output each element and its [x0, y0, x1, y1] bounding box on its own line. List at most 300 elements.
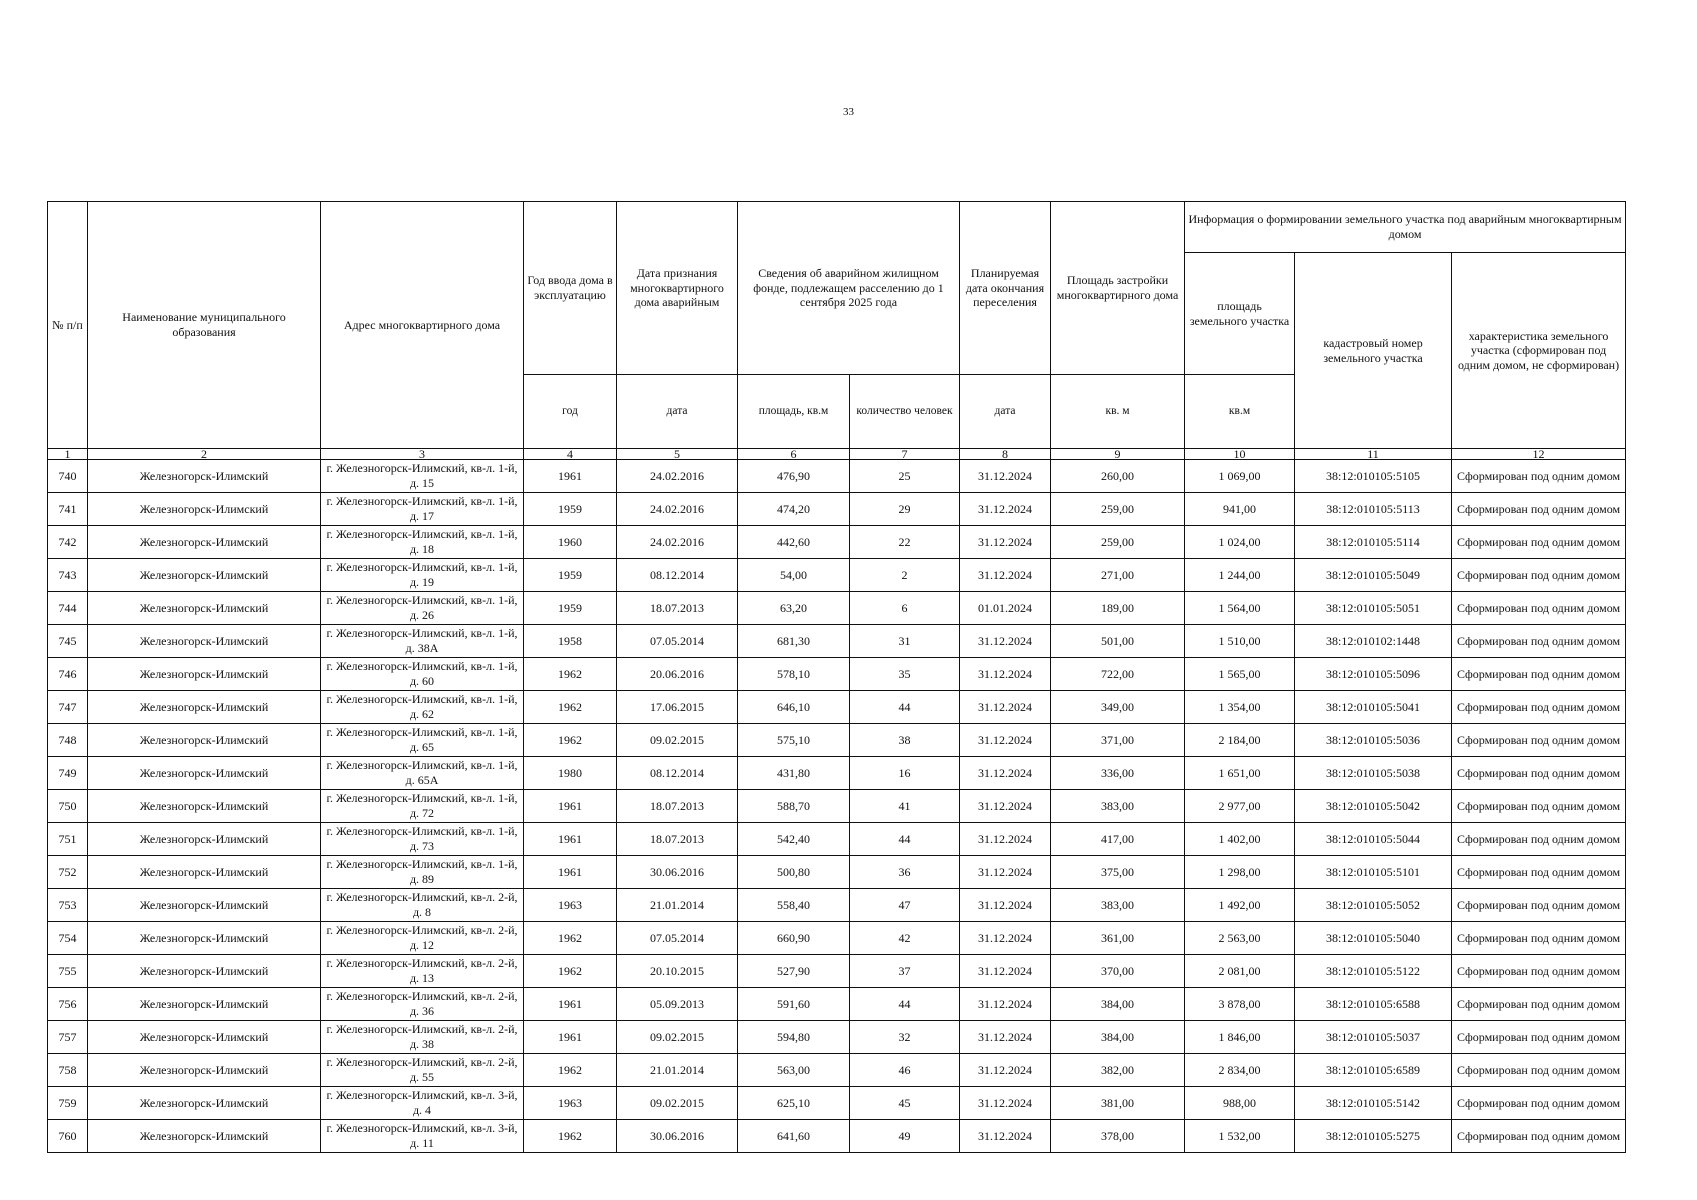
cell-row-number: 750 [48, 790, 88, 823]
cell-municipality: Железногорск-Илимский [88, 658, 321, 691]
cell-people: 2 [850, 559, 960, 592]
table-row [48, 889, 1626, 922]
cell-planned-date: 31.12.2024 [960, 922, 1051, 955]
cell-land-characteristic: Сформирован под одним домом [1452, 988, 1626, 1021]
table-row [48, 1120, 1626, 1153]
cell-land-area: 2 184,00 [1185, 724, 1295, 757]
cell-row-number: 751 [48, 823, 88, 856]
cell-municipality: Железногорск-Илимский [88, 790, 321, 823]
cell-address: г. Железногорск-Илимский, кв-л. 1-й, д. 60 [321, 658, 524, 691]
cell-land-area: 988,00 [1185, 1087, 1295, 1120]
cell-people: 38 [850, 724, 960, 757]
cell-built-area: 371,00 [1051, 724, 1185, 757]
cell-land-area: 1 510,00 [1185, 625, 1295, 658]
cell-cadastral-number: 38:12:010105:5142 [1295, 1087, 1452, 1120]
table-row [48, 724, 1626, 757]
cell-date-recognized: 20.10.2015 [617, 955, 738, 988]
table-row [48, 559, 1626, 592]
cell-area: 646,10 [738, 691, 850, 724]
cell-address: г. Железногорск-Илимский, кв-л. 1-й, д. 18 [321, 526, 524, 559]
cell-date-recognized: 09.02.2015 [617, 1021, 738, 1054]
cell-date-recognized: 30.06.2016 [617, 856, 738, 889]
column-number: 3 [321, 449, 524, 460]
cell-land-area: 3 878,00 [1185, 988, 1295, 1021]
cell-built-area: 260,00 [1051, 460, 1185, 493]
cell-year: 1959 [524, 493, 617, 526]
cell-date-recognized: 30.06.2016 [617, 1120, 738, 1153]
cell-land-characteristic: Сформирован под одним домом [1452, 526, 1626, 559]
cell-date-recognized: 24.02.2016 [617, 526, 738, 559]
table-body [48, 460, 1626, 1153]
cell-people: 46 [850, 1054, 960, 1087]
unit-built-area: кв. м [1051, 375, 1185, 449]
cell-year: 1962 [524, 955, 617, 988]
table-row [48, 526, 1626, 559]
cell-land-characteristic: Сформирован под одним домом [1452, 1021, 1626, 1054]
cell-built-area: 383,00 [1051, 889, 1185, 922]
cell-cadastral-number: 38:12:010105:5038 [1295, 757, 1452, 790]
cell-municipality: Железногорск-Илимский [88, 559, 321, 592]
cell-cadastral-number: 38:12:010105:5122 [1295, 955, 1452, 988]
cell-date-recognized: 24.02.2016 [617, 460, 738, 493]
cell-planned-date: 31.12.2024 [960, 1120, 1051, 1153]
cell-address: г. Железногорск-Илимский, кв-л. 3-й, д. 11 [321, 1120, 524, 1153]
table-row [48, 625, 1626, 658]
cell-address: г. Железногорск-Илимский, кв-л. 1-й, д. 89 [321, 856, 524, 889]
cell-land-characteristic: Сформирован под одним домом [1452, 1087, 1626, 1120]
header-land-char: характеристика земельного участка (сформирован под одним домом, не сформирован) [1452, 253, 1626, 449]
cell-municipality: Железногорск-Илимский [88, 592, 321, 625]
table-header [48, 202, 1626, 460]
cell-area: 63,20 [738, 592, 850, 625]
cell-people: 32 [850, 1021, 960, 1054]
cell-people: 42 [850, 922, 960, 955]
cell-built-area: 271,00 [1051, 559, 1185, 592]
cell-year: 1961 [524, 856, 617, 889]
cell-year: 1962 [524, 922, 617, 955]
cell-area: 641,60 [738, 1120, 850, 1153]
cell-area: 625,10 [738, 1087, 850, 1120]
cell-municipality: Железногорск-Илимский [88, 1087, 321, 1120]
column-number: 7 [850, 449, 960, 460]
cell-address: г. Железногорск-Илимский, кв-л. 2-й, д. 36 [321, 988, 524, 1021]
cell-year: 1961 [524, 988, 617, 1021]
cell-address: г. Железногорск-Илимский, кв-л. 2-й, д. 55 [321, 1054, 524, 1087]
cell-land-area: 1 298,00 [1185, 856, 1295, 889]
cell-municipality: Железногорск-Илимский [88, 856, 321, 889]
cell-year: 1962 [524, 1054, 617, 1087]
cell-built-area: 382,00 [1051, 1054, 1185, 1087]
cell-planned-date: 31.12.2024 [960, 691, 1051, 724]
cell-built-area: 375,00 [1051, 856, 1185, 889]
cell-date-recognized: 17.06.2015 [617, 691, 738, 724]
cell-land-characteristic: Сформирован под одним домом [1452, 592, 1626, 625]
cell-year: 1962 [524, 724, 617, 757]
header-planned-date: Планируемая дата окончания переселения [960, 202, 1051, 375]
cell-row-number: 748 [48, 724, 88, 757]
cell-area: 500,80 [738, 856, 850, 889]
cell-municipality: Железногорск-Илимский [88, 493, 321, 526]
cell-address: г. Железногорск-Илимский, кв-л. 1-й, д. 26 [321, 592, 524, 625]
cell-land-characteristic: Сформирован под одним домом [1452, 922, 1626, 955]
cell-row-number: 743 [48, 559, 88, 592]
cell-people: 35 [850, 658, 960, 691]
cell-date-recognized: 18.07.2013 [617, 790, 738, 823]
cell-planned-date: 31.12.2024 [960, 790, 1051, 823]
column-number: 4 [524, 449, 617, 460]
cell-municipality: Железногорск-Илимский [88, 757, 321, 790]
cell-area: 681,30 [738, 625, 850, 658]
cell-row-number: 759 [48, 1087, 88, 1120]
cell-year: 1980 [524, 757, 617, 790]
table-row [48, 823, 1626, 856]
cell-row-number: 756 [48, 988, 88, 1021]
cell-date-recognized: 21.01.2014 [617, 889, 738, 922]
cell-area: 476,90 [738, 460, 850, 493]
cell-land-area: 1 402,00 [1185, 823, 1295, 856]
cell-row-number: 757 [48, 1021, 88, 1054]
unit-people: количество человек [850, 375, 960, 449]
cell-land-area: 1 354,00 [1185, 691, 1295, 724]
cell-row-number: 753 [48, 889, 88, 922]
cell-planned-date: 31.12.2024 [960, 856, 1051, 889]
cell-date-recognized: 09.02.2015 [617, 724, 738, 757]
cell-planned-date: 31.12.2024 [960, 724, 1051, 757]
cell-land-area: 2 081,00 [1185, 955, 1295, 988]
column-number: 8 [960, 449, 1051, 460]
cell-people: 36 [850, 856, 960, 889]
cell-row-number: 745 [48, 625, 88, 658]
cell-municipality: Железногорск-Илимский [88, 955, 321, 988]
column-number: 1 [48, 449, 88, 460]
cell-cadastral-number: 38:12:010105:6588 [1295, 988, 1452, 1021]
table-row [48, 691, 1626, 724]
cell-built-area: 378,00 [1051, 1120, 1185, 1153]
cell-cadastral-number: 38:12:010105:5113 [1295, 493, 1452, 526]
column-number: 6 [738, 449, 850, 460]
cell-date-recognized: 07.05.2014 [617, 922, 738, 955]
cell-area: 588,70 [738, 790, 850, 823]
cell-area: 474,20 [738, 493, 850, 526]
cell-address: г. Железногорск-Илимский, кв-л. 1-й, д. 65А [321, 757, 524, 790]
table-row [48, 955, 1626, 988]
cell-year: 1962 [524, 1120, 617, 1153]
cell-area: 575,10 [738, 724, 850, 757]
cell-address: г. Железногорск-Илимский, кв-л. 1-й, д. 73 [321, 823, 524, 856]
cell-people: 49 [850, 1120, 960, 1153]
cell-municipality: Железногорск-Илимский [88, 460, 321, 493]
cell-address: г. Железногорск-Илимский, кв-л. 2-й, д. 38 [321, 1021, 524, 1054]
cell-date-recognized: 05.09.2013 [617, 988, 738, 1021]
cell-land-area: 2 834,00 [1185, 1054, 1295, 1087]
cell-land-characteristic: Сформирован под одним домом [1452, 1120, 1626, 1153]
cell-land-area: 1 651,00 [1185, 757, 1295, 790]
cell-date-recognized: 07.05.2014 [617, 625, 738, 658]
cell-municipality: Железногорск-Илимский [88, 724, 321, 757]
cell-cadastral-number: 38:12:010105:5275 [1295, 1120, 1452, 1153]
header-built-area: Площадь застройки многоквартирного дома [1051, 202, 1185, 375]
cell-municipality: Железногорск-Илимский [88, 526, 321, 559]
cell-built-area: 384,00 [1051, 988, 1185, 1021]
cell-planned-date: 31.12.2024 [960, 559, 1051, 592]
cell-land-area: 1 024,00 [1185, 526, 1295, 559]
cell-year: 1961 [524, 790, 617, 823]
header-date-recognized: Дата признания многоквартирного дома аварийным [617, 202, 738, 375]
cell-address: г. Железногорск-Илимский, кв-л. 1-й, д. 17 [321, 493, 524, 526]
cell-address: г. Железногорск-Илимский, кв-л. 1-й, д. 62 [321, 691, 524, 724]
cell-year: 1963 [524, 889, 617, 922]
cell-built-area: 417,00 [1051, 823, 1185, 856]
cell-people: 6 [850, 592, 960, 625]
column-number: 12 [1452, 449, 1626, 460]
unit-planned-date: дата [960, 375, 1051, 449]
emergency-housing-table [47, 201, 1626, 1153]
cell-planned-date: 31.12.2024 [960, 460, 1051, 493]
column-number: 10 [1185, 449, 1295, 460]
cell-area: 594,80 [738, 1021, 850, 1054]
cell-municipality: Железногорск-Илимский [88, 1120, 321, 1153]
cell-municipality: Железногорск-Илимский [88, 988, 321, 1021]
cell-municipality: Железногорск-Илимский [88, 1021, 321, 1054]
cell-land-area: 1 846,00 [1185, 1021, 1295, 1054]
cell-area: 542,40 [738, 823, 850, 856]
cell-cadastral-number: 38:12:010105:5037 [1295, 1021, 1452, 1054]
cell-address: г. Железногорск-Илимский, кв-л. 1-й, д. 15 [321, 460, 524, 493]
cell-row-number: 746 [48, 658, 88, 691]
page-number: 33 [843, 106, 854, 118]
cell-planned-date: 31.12.2024 [960, 1087, 1051, 1120]
cell-area: 578,10 [738, 658, 850, 691]
cell-municipality: Железногорск-Илимский [88, 922, 321, 955]
cell-area: 563,00 [738, 1054, 850, 1087]
cell-land-area: 1 492,00 [1185, 889, 1295, 922]
cell-built-area: 384,00 [1051, 1021, 1185, 1054]
cell-people: 22 [850, 526, 960, 559]
cell-built-area: 722,00 [1051, 658, 1185, 691]
cell-date-recognized: 08.12.2014 [617, 757, 738, 790]
cell-land-characteristic: Сформирован под одним домом [1452, 460, 1626, 493]
cell-built-area: 383,00 [1051, 790, 1185, 823]
cell-land-characteristic: Сформирован под одним домом [1452, 889, 1626, 922]
cell-people: 41 [850, 790, 960, 823]
header-land-area: площадь земельного участка [1185, 253, 1295, 375]
header-cadastral: кадастровый номер земельного участка [1295, 253, 1452, 449]
cell-address: г. Железногорск-Илимский, кв-л. 3-й, д. 4 [321, 1087, 524, 1120]
cell-year: 1960 [524, 526, 617, 559]
cell-cadastral-number: 38:12:010105:5041 [1295, 691, 1452, 724]
table-row [48, 1087, 1626, 1120]
cell-built-area: 336,00 [1051, 757, 1185, 790]
cell-land-characteristic: Сформирован под одним домом [1452, 724, 1626, 757]
cell-date-recognized: 18.07.2013 [617, 823, 738, 856]
cell-people: 44 [850, 691, 960, 724]
cell-land-characteristic: Сформирован под одним домом [1452, 691, 1626, 724]
table-row [48, 790, 1626, 823]
cell-land-characteristic: Сформирован под одним домом [1452, 856, 1626, 889]
header-year: Год ввода дома в эксплуатацию [524, 202, 617, 375]
cell-year: 1961 [524, 460, 617, 493]
column-number: 9 [1051, 449, 1185, 460]
column-number: 11 [1295, 449, 1452, 460]
cell-planned-date: 31.12.2024 [960, 955, 1051, 988]
cell-row-number: 741 [48, 493, 88, 526]
cell-land-area: 1 069,00 [1185, 460, 1295, 493]
cell-row-number: 744 [48, 592, 88, 625]
column-number-row [48, 449, 1626, 460]
cell-area: 431,80 [738, 757, 850, 790]
cell-year: 1961 [524, 823, 617, 856]
cell-year: 1963 [524, 1087, 617, 1120]
cell-land-characteristic: Сформирован под одним домом [1452, 493, 1626, 526]
cell-area: 660,90 [738, 922, 850, 955]
table-row [48, 460, 1626, 493]
cell-row-number: 749 [48, 757, 88, 790]
cell-land-characteristic: Сформирован под одним домом [1452, 757, 1626, 790]
cell-municipality: Железногорск-Илимский [88, 1054, 321, 1087]
cell-area: 591,60 [738, 988, 850, 1021]
cell-built-area: 370,00 [1051, 955, 1185, 988]
cell-cadastral-number: 38:12:010105:5036 [1295, 724, 1452, 757]
cell-year: 1962 [524, 691, 617, 724]
cell-cadastral-number: 38:12:010105:5042 [1295, 790, 1452, 823]
cell-built-area: 259,00 [1051, 493, 1185, 526]
cell-built-area: 501,00 [1051, 625, 1185, 658]
unit-year: год [524, 375, 617, 449]
cell-planned-date: 31.12.2024 [960, 658, 1051, 691]
cell-cadastral-number: 38:12:010105:5052 [1295, 889, 1452, 922]
cell-people: 29 [850, 493, 960, 526]
cell-planned-date: 31.12.2024 [960, 625, 1051, 658]
cell-municipality: Железногорск-Илимский [88, 625, 321, 658]
cell-row-number: 740 [48, 460, 88, 493]
cell-year: 1962 [524, 658, 617, 691]
cell-land-characteristic: Сформирован под одним домом [1452, 790, 1626, 823]
cell-planned-date: 31.12.2024 [960, 823, 1051, 856]
cell-row-number: 755 [48, 955, 88, 988]
header-land-group: Информация о формировании земельного участка под аварийным многоквартирным домом [1185, 202, 1626, 253]
cell-date-recognized: 18.07.2013 [617, 592, 738, 625]
column-number: 5 [617, 449, 738, 460]
cell-built-area: 361,00 [1051, 922, 1185, 955]
cell-date-recognized: 08.12.2014 [617, 559, 738, 592]
cell-land-characteristic: Сформирован под одним домом [1452, 955, 1626, 988]
cell-cadastral-number: 38:12:010105:5101 [1295, 856, 1452, 889]
cell-date-recognized: 21.01.2014 [617, 1054, 738, 1087]
table-row [48, 658, 1626, 691]
cell-people: 44 [850, 823, 960, 856]
cell-row-number: 760 [48, 1120, 88, 1153]
cell-built-area: 349,00 [1051, 691, 1185, 724]
cell-row-number: 742 [48, 526, 88, 559]
cell-year: 1958 [524, 625, 617, 658]
cell-land-area: 2 977,00 [1185, 790, 1295, 823]
cell-cadastral-number: 38:12:010105:5051 [1295, 592, 1452, 625]
cell-municipality: Железногорск-Илимский [88, 823, 321, 856]
cell-municipality: Железногорск-Илимский [88, 889, 321, 922]
column-number: 2 [88, 449, 321, 460]
cell-people: 37 [850, 955, 960, 988]
cell-land-area: 1 532,00 [1185, 1120, 1295, 1153]
cell-area: 558,40 [738, 889, 850, 922]
cell-land-characteristic: Сформирован под одним домом [1452, 1054, 1626, 1087]
cell-year: 1959 [524, 559, 617, 592]
cell-address: г. Железногорск-Илимский, кв-л. 1-й, д. 38А [321, 625, 524, 658]
cell-planned-date: 31.12.2024 [960, 493, 1051, 526]
cell-cadastral-number: 38:12:010105:5105 [1295, 460, 1452, 493]
cell-people: 31 [850, 625, 960, 658]
cell-cadastral-number: 38:12:010105:6589 [1295, 1054, 1452, 1087]
cell-cadastral-number: 38:12:010102:1448 [1295, 625, 1452, 658]
cell-cadastral-number: 38:12:010105:5044 [1295, 823, 1452, 856]
cell-area: 442,60 [738, 526, 850, 559]
cell-land-area: 941,00 [1185, 493, 1295, 526]
cell-row-number: 754 [48, 922, 88, 955]
cell-address: г. Железногорск-Илимский, кв-л. 2-й, д. 13 [321, 955, 524, 988]
unit-date-recognized: дата [617, 375, 738, 449]
cell-planned-date: 01.01.2024 [960, 592, 1051, 625]
table-row [48, 1054, 1626, 1087]
cell-address: г. Железногорск-Илимский, кв-л. 1-й, д. 72 [321, 790, 524, 823]
cell-row-number: 752 [48, 856, 88, 889]
cell-row-number: 758 [48, 1054, 88, 1087]
cell-built-area: 189,00 [1051, 592, 1185, 625]
cell-land-characteristic: Сформирован под одним домом [1452, 559, 1626, 592]
cell-people: 47 [850, 889, 960, 922]
header-address: Адрес многоквартирного дома [321, 202, 524, 449]
cell-built-area: 381,00 [1051, 1087, 1185, 1120]
cell-built-area: 259,00 [1051, 526, 1185, 559]
header-num: № п/п [48, 202, 88, 449]
cell-people: 44 [850, 988, 960, 1021]
cell-planned-date: 31.12.2024 [960, 526, 1051, 559]
cell-address: г. Железногорск-Илимский, кв-л. 2-й, д. 12 [321, 922, 524, 955]
cell-date-recognized: 24.02.2016 [617, 493, 738, 526]
cell-cadastral-number: 38:12:010105:5096 [1295, 658, 1452, 691]
cell-planned-date: 31.12.2024 [960, 889, 1051, 922]
cell-planned-date: 31.12.2024 [960, 757, 1051, 790]
cell-cadastral-number: 38:12:010105:5040 [1295, 922, 1452, 955]
cell-people: 45 [850, 1087, 960, 1120]
cell-municipality: Железногорск-Илимский [88, 691, 321, 724]
header-municipality: Наименование муниципального образования [88, 202, 321, 449]
cell-year: 1961 [524, 1021, 617, 1054]
cell-address: г. Железногорск-Илимский, кв-л. 1-й, д. 19 [321, 559, 524, 592]
cell-planned-date: 31.12.2024 [960, 1021, 1051, 1054]
header-fund-info: Сведения об аварийном жилищном фонде, подлежащем расселению до 1 сентября 2025 года [738, 202, 960, 375]
table-row [48, 856, 1626, 889]
cell-land-characteristic: Сформирован под одним домом [1452, 823, 1626, 856]
cell-area: 527,90 [738, 955, 850, 988]
cell-land-area: 2 563,00 [1185, 922, 1295, 955]
cell-land-characteristic: Сформирован под одним домом [1452, 625, 1626, 658]
table-row [48, 757, 1626, 790]
cell-date-recognized: 20.06.2016 [617, 658, 738, 691]
cell-people: 16 [850, 757, 960, 790]
table-row [48, 592, 1626, 625]
unit-area: площадь, кв.м [738, 375, 850, 449]
cell-year: 1959 [524, 592, 617, 625]
cell-planned-date: 31.12.2024 [960, 1054, 1051, 1087]
cell-date-recognized: 09.02.2015 [617, 1087, 738, 1120]
cell-area: 54,00 [738, 559, 850, 592]
cell-people: 25 [850, 460, 960, 493]
table-row [48, 988, 1626, 1021]
cell-land-area: 1 244,00 [1185, 559, 1295, 592]
cell-planned-date: 31.12.2024 [960, 988, 1051, 1021]
unit-land-area: кв.м [1185, 375, 1295, 449]
cell-land-area: 1 565,00 [1185, 658, 1295, 691]
cell-cadastral-number: 38:12:010105:5114 [1295, 526, 1452, 559]
